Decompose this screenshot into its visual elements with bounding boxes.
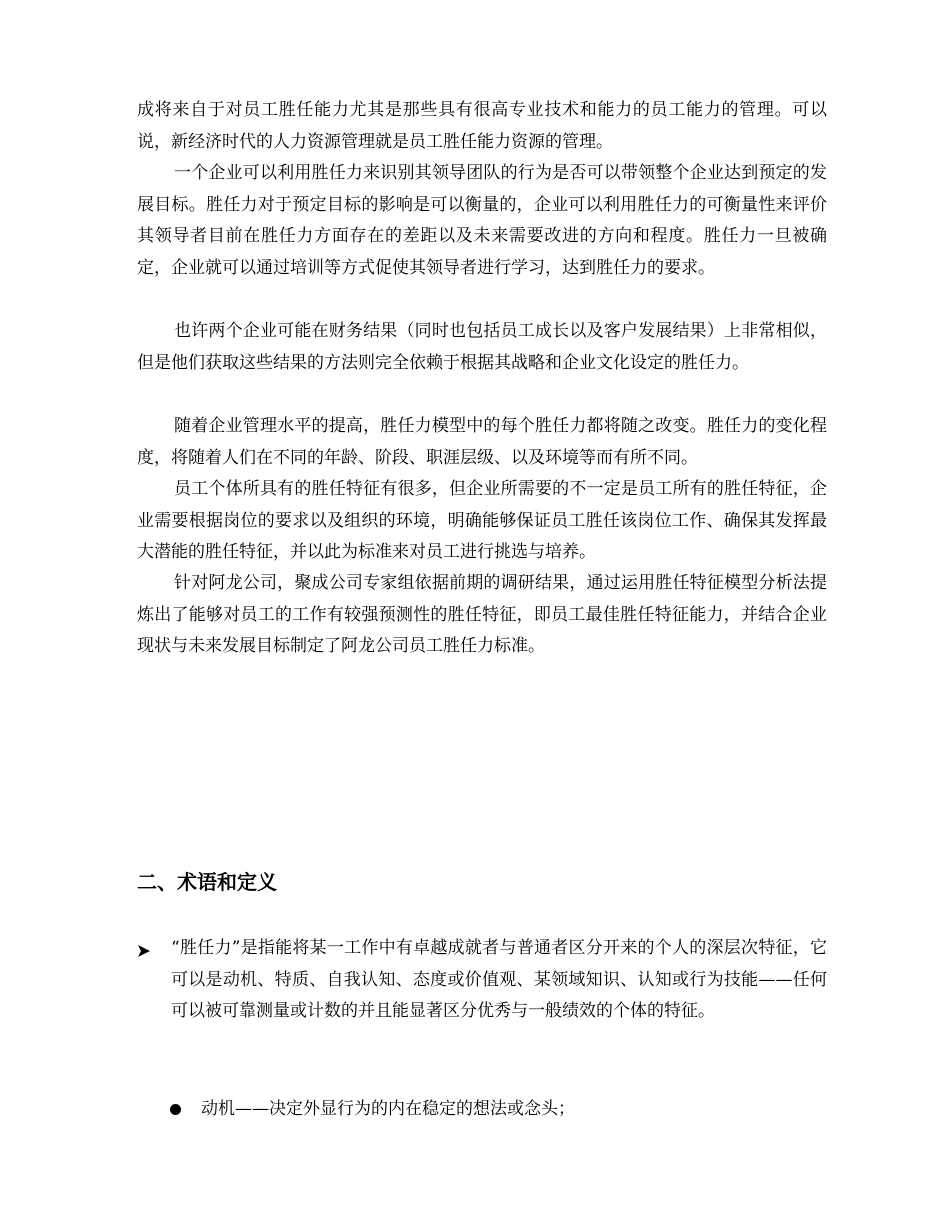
paragraph-management-level: 随着企业管理水平的提高，胜任力模型中的每个胜任力都将随之改变。胜任力的变化程度，将随着人们在不同的年龄、阶段、职涯层级、以及环境等而有所不同。 bbox=[137, 416, 827, 468]
paragraph-individual-traits: 员工个体所具有的胜任特征有很多，但企业所需要的不一定是员工所有的胜任特征，企业需要根据岗位的要求以及组织的环境，明确能够保证员工胜任该岗位工作、确保其发挥最大潜能的胜任特征，并以此为标准来对员工进行挑选与培养。 bbox=[137, 479, 827, 562]
section-heading: 二、术语和定义 bbox=[137, 870, 277, 894]
round-bullet-icon bbox=[170, 1104, 181, 1115]
bullet-text: 动机——决定外显行为的内在稳定的想法或念头； bbox=[201, 1099, 575, 1119]
paragraph-leadership: 一个企业可以利用胜任力来识别其领导团队的行为是否可以带领整个企业达到预定的发展目标。胜任力对于预定目标的影响是可以衡量的，企业可以利用胜任力的可衡量性来评价其领导者目前在胜任力方面存在的差距以及未来需要改进的方向和程度。胜任力一旦被确定，企业就可以通过培训等方式促使其领导者进行学习，达到胜任力的要求。 bbox=[137, 163, 827, 278]
paragraph-alon-company: 针对阿龙公司，聚成公司专家组依据前期的调研结果，通过运用胜任特征模型分析法提炼出了能够对员工的工作有较强预测性的胜任特征，即员工最佳胜任特征能力，并结合企业现状与未来发展目标制定了阿龙公司员工胜任力标准。 bbox=[137, 573, 827, 656]
arrow-bullet-icon bbox=[137, 943, 151, 957]
paragraph-financial: 也许两个企业可能在财务结果（同时也包括员工成长以及客户发展结果）上非常相似，但是他们获取这些结果的方法则完全依赖于根据其战略和企业文化设定的胜任力。 bbox=[137, 321, 827, 373]
definition-text: “胜任力”是指能将某一工作中有卓越成就者与普通者区分开来的个人的深层次特征，它可以是动机、特质、自我认知、态度或价值观、某领域知识、认知或行为技能——任何可以被可靠测量或计数的并且能显著区分优秀与一般绩效的个体的特征。 bbox=[171, 938, 827, 1021]
paragraph-continuation: 成将来自于对员工胜任能力尤其是那些具有很高专业技术和能力的员工能力的管理。可以说，新经济时代的人力资源管理就是员工胜任能力资源的管理。 bbox=[137, 100, 827, 152]
